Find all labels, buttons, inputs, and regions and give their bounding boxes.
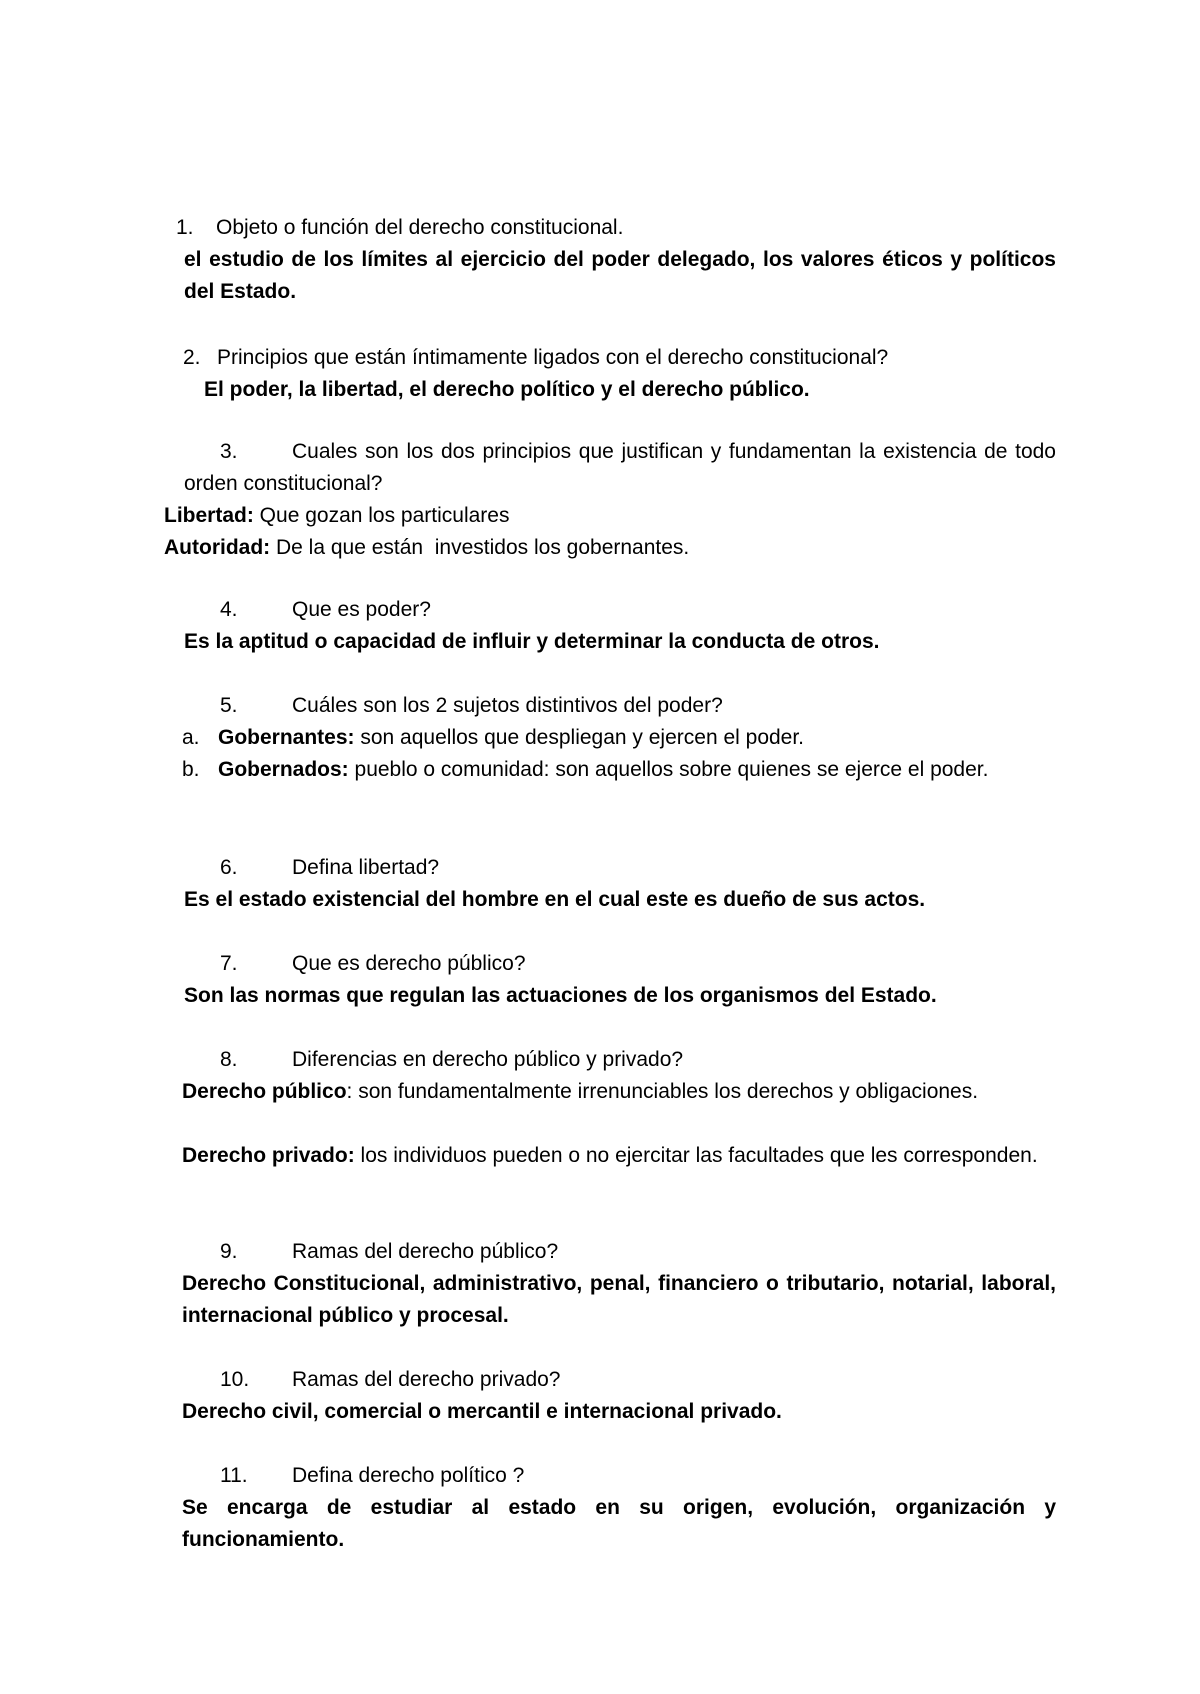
question-number: 1. — [176, 216, 194, 239]
question-9 — [220, 1236, 558, 1268]
question-text: Cuales son los dos principios que justifican y fundamentan la existencia de todo orden constitucional? — [184, 440, 1056, 495]
item-text: De la que están investidos los gobernantes. — [270, 536, 690, 559]
item-text: : son fundamentalmente irrenunciables los derechos y obligaciones. — [346, 1080, 979, 1103]
answer-8-item-1 — [182, 1076, 1056, 1108]
answer-10: Derecho civil, comercial o mercantil e internacional privado. — [182, 1400, 782, 1423]
question-text: Que es poder? — [292, 598, 431, 621]
answer-8-item-2 — [182, 1140, 1056, 1172]
item-text: Que gozan los particulares — [253, 504, 510, 527]
answer-9: Derecho Constitucional, administrativo, penal, financiero o tributario, notarial, laboral, internacional público y procesal. — [182, 1272, 1056, 1327]
question-number: 5. — [220, 694, 238, 717]
answer-4: Es la aptitud o capacidad de influir y determinar la conducta de otros. — [184, 630, 880, 653]
question-1 — [176, 212, 623, 244]
answer-1: el estudio de los límites al ejercicio del poder delegado, los valores éticos y políticos del Estado. — [184, 248, 1056, 303]
question-number: 6. — [220, 856, 238, 879]
question-11 — [220, 1460, 524, 1492]
item-label: Derecho público — [182, 1080, 347, 1103]
answer-5-item-b — [182, 754, 1056, 786]
answer-5-item-a — [182, 722, 1056, 754]
answer-3-item-1 — [164, 500, 509, 532]
answer-11: Se encarga de estudiar al estado en su origen, evolución, organización y funcionamiento. — [182, 1496, 1056, 1551]
answer-6: Es el estado existencial del hombre en el cual este es dueño de sus actos. — [184, 888, 926, 911]
question-text: Que es derecho público? — [292, 952, 526, 975]
question-text: Principios que están íntimamente ligados con el derecho constitucional? — [217, 346, 889, 369]
question-5 — [220, 690, 723, 722]
question-text: Defina libertad? — [292, 856, 440, 879]
question-text: Ramas del derecho público? — [292, 1240, 559, 1263]
question-4 — [220, 594, 431, 626]
question-7 — [220, 948, 526, 980]
question-10 — [220, 1364, 561, 1396]
answer-7: Son las normas que regulan las actuaciones de los organismos del Estado. — [184, 984, 937, 1007]
item-label: Libertad: — [164, 504, 254, 527]
question-text: Ramas del derecho privado? — [292, 1368, 561, 1391]
question-6 — [220, 852, 439, 884]
item-text: los individuos pueden o no ejercitar las facultades que les corresponden. — [354, 1144, 1038, 1167]
question-text: Objeto o función del derecho constitucional. — [216, 216, 624, 239]
question-text: Defina derecho político ? — [292, 1464, 525, 1487]
item-label: Gobernantes: — [218, 726, 355, 749]
question-2 — [183, 342, 888, 374]
question-number: 3. — [220, 440, 238, 463]
item-text: son aquellos que despliegan y ejercen el poder. — [354, 726, 805, 749]
question-number: 2. — [183, 346, 201, 369]
item-text: pueblo o comunidad: son aquellos sobre quienes se ejerce el poder. — [348, 758, 989, 781]
answer-3-item-2 — [164, 532, 689, 564]
item-marker: b. — [182, 758, 200, 781]
question-text: Diferencias en derecho público y privado? — [292, 1048, 684, 1071]
question-number: 7. — [220, 952, 238, 975]
question-8 — [220, 1044, 683, 1076]
item-label: Derecho privado: — [182, 1144, 355, 1167]
item-label: Autoridad: — [164, 536, 271, 559]
question-text: Cuáles son los 2 sujetos distintivos del poder? — [292, 694, 723, 717]
answer-2: El poder, la libertad, el derecho político y el derecho público. — [204, 378, 810, 401]
item-label: Gobernados: — [218, 758, 349, 781]
question-number: 8. — [220, 1048, 238, 1071]
question-number: 10. — [220, 1368, 250, 1391]
item-marker: a. — [182, 726, 200, 749]
question-number: 4. — [220, 598, 238, 621]
question-number: 9. — [220, 1240, 238, 1263]
question-number: 11. — [220, 1464, 248, 1487]
question-3 — [184, 436, 1056, 500]
